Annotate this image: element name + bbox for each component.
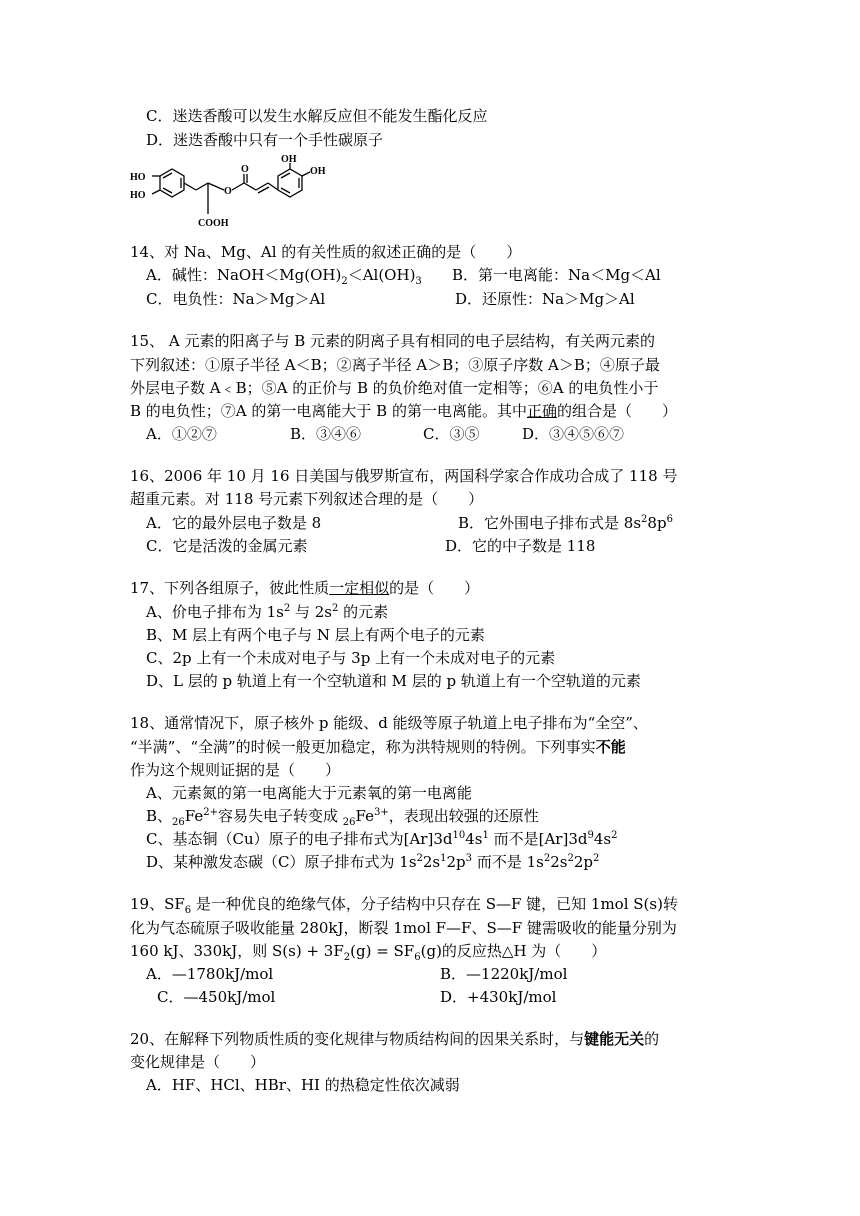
q19-option-a: A．—1780kJ/mol: [146, 965, 274, 983]
q14-option-b: B．第一电离能：Na＜Mg＜Al: [452, 266, 661, 284]
q13-option-c: C．迷迭香酸可以发生水解反应但不能发生酯化反应: [146, 107, 488, 125]
q19-line-3: 160 kJ、330kJ，则 $S(s) + 3F_2(g) = SF_6(g)$的反应热△H 为（ ）: [130, 942, 607, 963]
q16-option-b: B．它外围电子排布式是 $8s^28p^6$: [458, 514, 673, 532]
q19-line-2: 化为气态硫原子吸收能量 280kJ，断裂 1mol F—F、S—F 键需吸收的能量分别为: [130, 919, 677, 937]
q17-stem: 17、下列各组原子，彼此性质一定相似的是（ ）: [130, 579, 480, 597]
structure-label-ester-o: O: [224, 186, 232, 197]
q20-option-a: A．HF、HCl、HBr、HI 的热稳定性依次减弱: [146, 1076, 460, 1094]
q17-option-d: D、L 层的 p 轨道上有一个空轨道和 M 层的 p 轨道上有一个空轨道的元素: [146, 672, 641, 690]
q18-option-a: A、元素氮的第一电离能大于元素氧的第一电离能: [146, 784, 472, 802]
structure-label-ho-1: HO: [130, 172, 146, 183]
q18-line-1: 18、通常情况下，原子核外 p 能级、d 能级等原子轨道上电子排布为“全空”、: [130, 714, 648, 732]
q15-line-4: B 的电负性；⑦A 的第一电离能大于 B 的第一电离能。其中正确的组合是（ ）: [130, 402, 677, 420]
q18-option-c: C、基态铜（Cu）原子的电子排布式为$[Ar]3d^{10}4s^1$ 而不是$[Ar]3d^94s^2$: [146, 830, 618, 848]
q19-option-d: D．+430kJ/mol: [440, 988, 557, 1006]
q17-option-c: C、2p 上有一个未成对电子与 3p 上有一个未成对电子的元素: [146, 649, 556, 667]
structure-label-oh-1: OH: [281, 154, 297, 165]
q15-line-3: 外层电子数 A﹤B；⑤A 的正价与 B 的负价绝对值一定相等；⑥A 的电负性小于: [130, 379, 659, 397]
q17-option-b: B、M 层上有两个电子与 N 层上有两个电子的元素: [146, 626, 485, 644]
q14-option-a: A．碱性：$NaOH<Mg(OH)_2<Al(OH)_3$: [146, 266, 422, 287]
q15-option-c: C．③⑤: [423, 425, 480, 443]
q15-option-d: D．③④⑤⑥⑦: [522, 425, 625, 443]
q14-stem: 14、对 Na、Mg、Al 的有关性质的叙述正确的是（ ）: [130, 243, 522, 261]
structure-label-carbonyl-o: O: [241, 164, 249, 175]
structure-label-oh-2: OH: [310, 166, 326, 177]
q19-line-1: 19、$SF_6$ 是一种优良的绝缘气体，分子结构中只存在 S—F 键，已知 1mol S(s)转: [130, 895, 678, 916]
q15-option-b: B．③④⑥: [290, 425, 362, 443]
structure-label-ho-2: HO: [130, 190, 146, 201]
q13-option-d: D．迷迭香酸中只有一个手性碳原子: [146, 131, 384, 149]
q18-option-d: D、某种激发态碳（C）原子排布式为 $1s^22s^12p^3$ 而不是 $1s^22s^22p^2$: [146, 853, 600, 871]
q18-line-3: 作为这个规则证据的是（ ）: [130, 761, 341, 779]
q20-line-1: 20、在解释下列物质性质的变化规律与物质结构间的因果关系时，与键能无关的: [130, 1030, 660, 1048]
q16-option-d: D．它的中子数是 118: [445, 537, 596, 555]
q14-option-d: D．还原性：Na＞Mg＞Al: [455, 290, 635, 308]
q16-line-2: 超重元素。对 118 号元素下列叙述合理的是（ ）: [130, 490, 484, 508]
q18-line-2: “半满”、“全满”的时候一般更加稳定，称为洪特规则的特例。下列事实不能: [130, 738, 626, 756]
q16-option-a: A．它的最外层电子数是 8: [146, 514, 322, 532]
q20-line-2: 变化规律是（ ）: [130, 1053, 266, 1071]
q16-option-c: C．它是活泼的金属元素: [146, 537, 308, 555]
structure-label-cooh: COOH: [198, 218, 229, 229]
q15-option-a: A．①②⑦: [146, 425, 217, 443]
q15-line-1: 15、 A 元素的阳离子与 B 元素的阴离子具有相同的电子层结构，有关两元素的: [130, 332, 656, 350]
q16-line-1: 16、2006 年 10 月 16 日美国与俄罗斯宣布，两国科学家合作成功合成了 118 号: [130, 467, 678, 485]
q19-option-b: B．—1220kJ/mol: [440, 965, 568, 983]
q17-option-a: A、价电子排布为 $1s^2$ 与 $2s^2$ 的元素: [146, 603, 389, 621]
q19-option-c: C．—450kJ/mol: [157, 988, 276, 1006]
q18-option-b: B、$_{26}Fe^{2+}$容易失电子转变成 $_{26}Fe^{3+}$，表现出较强的还原性: [146, 807, 539, 828]
rosmarinic-acid-structure: [128, 154, 328, 234]
q15-line-2: 下列叙述：①原子半径 A＜B；②离子半径 A＞B；③原子序数 A＞B；④原子最: [130, 356, 660, 374]
q14-option-c: C．电负性：Na＞Mg＞Al: [146, 290, 326, 308]
